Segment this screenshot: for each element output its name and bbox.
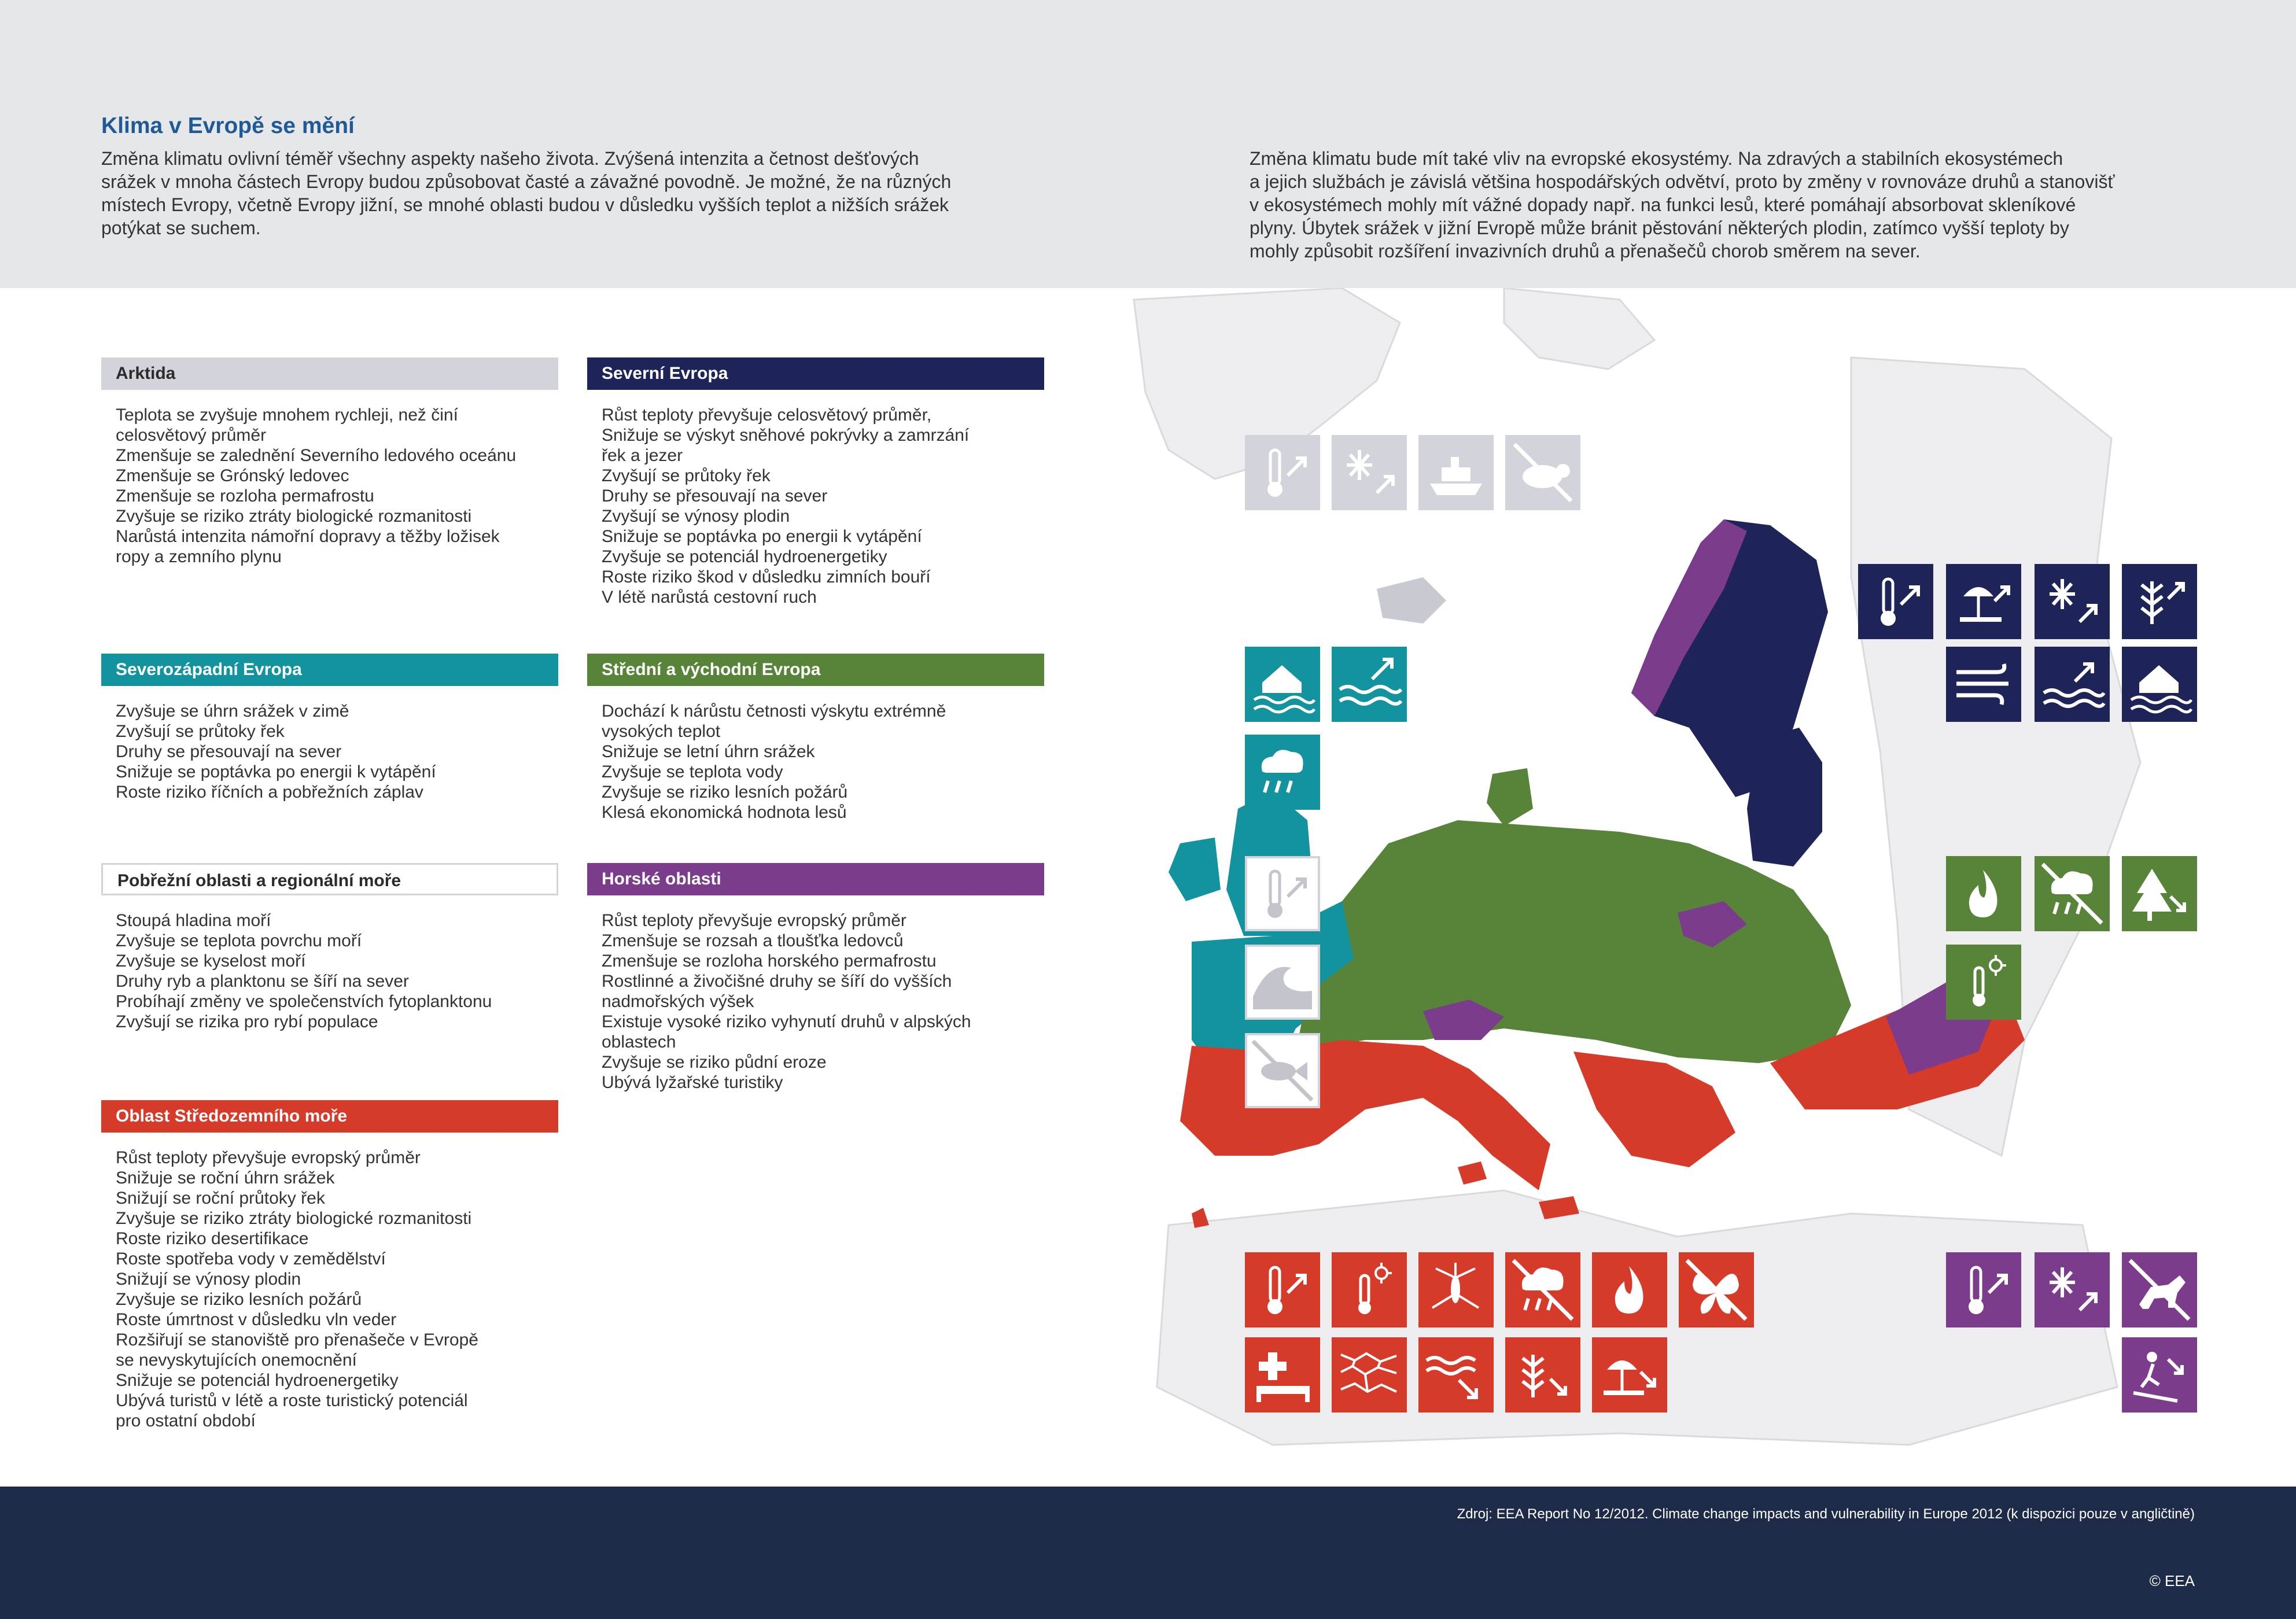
region-mediterranean-title: Oblast Středozemního moře	[101, 1100, 558, 1133]
skiing-down-icon	[2122, 1337, 2197, 1413]
list-item: Snižuje se roční úhrn srážek	[116, 1168, 335, 1187]
sea-level-up-icon	[1332, 647, 1407, 722]
region-north	[587, 357, 1044, 607]
list-item: Zmenšuje se zalednění Severního ledového oceánu	[116, 446, 517, 465]
desertification-icon	[1332, 1337, 1407, 1413]
region-coastal-list	[101, 910, 558, 1032]
health-hospital-icon	[1245, 1337, 1320, 1413]
list-item: Snižují se roční průtoky řek	[116, 1189, 325, 1208]
heat-extreme-icon	[1946, 945, 2021, 1020]
list-item: Zmenšuje se rozloha permafrostu	[116, 486, 374, 506]
snow-ice-up-icon	[1332, 435, 1407, 510]
list-item: Narůstá intenzita námořní dopravy a těžby ložisek ropy a zemního plynu	[116, 527, 500, 566]
sea-temperature-up-icon	[1245, 856, 1320, 931]
beach-tourism-down-icon	[1592, 1337, 1667, 1413]
list-item: Ubývá turistů v létě a roste turistický potenciál pro ostatní období	[116, 1391, 468, 1430]
list-item: Roste riziko desertifikace	[116, 1229, 309, 1248]
list-item: Zvyšuje se riziko ztráty biologické rozmanitosti	[116, 507, 472, 526]
river-flow-up-icon	[2035, 647, 2110, 722]
polar-bear-crossed-icon	[1505, 435, 1580, 510]
crop-yield-up-icon	[2122, 564, 2197, 639]
region-central-east-list	[587, 701, 1044, 823]
list-item: Teplota se zvyšuje mnohem rychleji, než činí celosvětový průměr	[116, 405, 458, 445]
list-item: Zvyšuje se riziko lesních požárů	[602, 783, 848, 802]
map-baltic	[1747, 728, 1822, 866]
heat-extreme-icon	[1332, 1252, 1407, 1327]
list-item: Snižuje se poptávka po energii k vytápění	[116, 762, 436, 781]
region-mediterranean-list	[101, 1148, 558, 1431]
list-item: Zvyšuje se potenciál hydroenergetiky	[602, 547, 887, 566]
region-mediterranean	[101, 1100, 558, 1431]
forest-fire-icon	[1592, 1252, 1667, 1327]
list-item: Snižují se výnosy plodin	[116, 1270, 301, 1289]
region-arctic	[101, 357, 558, 567]
region-arctic-title: Arktida	[101, 357, 558, 390]
butterfly-crossed-icon	[1679, 1252, 1754, 1327]
region-mountain-title: Horské oblasti	[587, 863, 1044, 895]
list-item: Rostlinné a živočišné druhy se šíří do vyšších nadmořských výšek	[602, 972, 952, 1011]
region-mountain-list	[587, 910, 1044, 1093]
list-item: Druhy se přesouvají na sever	[116, 742, 342, 761]
list-item: Růst teploty převyšuje celosvětový průměr,	[602, 405, 932, 425]
map-sardinia	[1458, 1161, 1487, 1185]
river-flow-down-icon	[1418, 1337, 1494, 1413]
copyright: © EEA	[2149, 1572, 2195, 1590]
list-item: Rozšiřují se stanoviště pro přenašeče v Evropě se nevyskytujících onemocnění	[116, 1330, 478, 1370]
house-flood-icon	[2122, 647, 2197, 722]
snow-ice-up-icon	[2035, 1252, 2110, 1327]
source-note: Zdroj: EEA Report No 12/2012. Climate change impacts and vulnerability in Europe 2012 (k dispozici pouze v angličtině)	[1457, 1506, 2195, 1522]
animal-crossed-icon	[2122, 1252, 2197, 1327]
list-item: Zvyšují se výnosy plodin	[602, 507, 790, 526]
list-item: Roste spotřeba vody v zemědělství	[116, 1249, 386, 1268]
list-item: Zvyšuje se riziko půdní eroze	[602, 1053, 827, 1072]
region-northwest-list	[101, 701, 558, 802]
list-item: Klesá ekonomická hodnota lesů	[602, 803, 847, 822]
list-item: Snižuje se potenciál hydroenergetiky	[116, 1371, 399, 1390]
list-item: Roste riziko říčních a pobřežních záplav	[116, 783, 423, 802]
rain-storm-icon	[1245, 735, 1320, 810]
list-item: Zvyšují se průtoky řek	[116, 722, 285, 741]
list-item: Zvyšují se průtoky řek	[602, 466, 771, 485]
list-item: Zvyšuje se riziko ztráty biologické rozmanitosti	[116, 1209, 472, 1228]
temperature-up-icon	[1858, 564, 1933, 639]
rain-crossed-icon	[2035, 856, 2110, 931]
list-item: Ubývá lyžařské turistiky	[602, 1073, 783, 1092]
region-north-title: Severní Evropa	[587, 357, 1044, 390]
region-central-east	[587, 654, 1044, 823]
wind-storm-icon	[1946, 647, 2021, 722]
map-iceland	[1377, 577, 1446, 624]
list-item: Roste úmrtnost v důsledku vln veder	[116, 1310, 397, 1329]
page-title: Klima v Evropě se mění	[101, 113, 355, 138]
list-item: Existuje vysoké riziko vyhynutí druhů v alpských oblastech	[602, 1012, 971, 1052]
list-item: Zvyšuje se teplota vody	[602, 762, 783, 781]
ship-icon	[1418, 435, 1494, 510]
list-item: Zmenšuje se rozloha horského permafrostu	[602, 952, 937, 971]
region-mountain	[587, 863, 1044, 1093]
list-item: Snižuje se poptávka po energii k vytápění	[602, 527, 922, 546]
list-item: V létě narůstá cestovní ruch	[602, 588, 817, 607]
rain-crossed-icon	[1505, 1252, 1580, 1327]
list-item: Probíhají změny ve společenstvích fytoplanktonu	[116, 992, 492, 1011]
region-northwest	[101, 654, 558, 802]
temperature-up-icon	[1245, 435, 1320, 510]
fish-crossed-icon	[1245, 1033, 1320, 1108]
list-item: Růst teploty převyšuje evropský průměr	[602, 911, 906, 930]
list-item: Stoupá hladina moří	[116, 911, 271, 930]
intro-text-left: Změna klimatu ovlivní téměř všechny aspekty našeho života. Zvýšená intenzita a četnost dešťových srážek v mnoha částech Evropy budou způsobovat časté a závažné povodně. Je možné, že na různých místech Evropy, včetně Evropy jižní, se mnohé oblasti budou v důsledku vyšších teplot a nižších srážek potýkat se suchem.	[101, 148, 952, 238]
forest-value-down-icon	[2122, 856, 2197, 931]
snow-ice-up-icon	[2035, 564, 2110, 639]
region-northwest-title: Severozápadní Evropa	[101, 654, 558, 686]
header-band	[0, 0, 2296, 288]
list-item: Růst teploty převyšuje evropský průměr	[116, 1148, 421, 1167]
map-ireland	[1169, 838, 1221, 901]
forest-fire-icon	[1946, 856, 2021, 931]
list-item: Snižuje se výskyt sněhové pokrývky a zamrzání řek a jezer	[602, 426, 970, 465]
beach-tourism-up-icon	[1946, 564, 2021, 639]
region-arctic-list	[101, 405, 558, 567]
list-item: Snižuje se letní úhrn srážek	[602, 742, 815, 761]
region-coastal	[101, 863, 558, 1032]
mosquito-icon	[1418, 1252, 1494, 1327]
region-coastal-title: Pobřežní oblasti a regionální moře	[101, 863, 558, 895]
house-flood-icon	[1245, 647, 1320, 722]
map-denmark	[1487, 768, 1533, 826]
temperature-up-icon	[1946, 1252, 2021, 1327]
region-central-east-title: Střední a východní Evropa	[587, 654, 1044, 686]
list-item: Zvyšuje se úhrn srážek v zimě	[116, 702, 349, 721]
list-item: Dochází k nárůstu četnosti výskytu extrémně vysokých teplot	[602, 702, 946, 741]
list-item: Druhy ryb a planktonu se šíří na sever	[116, 972, 409, 991]
intro-text-right: Změna klimatu bude mít také vliv na evropské ekosystémy. Na zdravých a stabilních ekosystémech a jejich službách je závislá většina hospodářských odvětví, proto by změny v rovnováze druhů a stanovišť v ekosystémech mohly mít vážné dopady např. na funkci lesů, které pomáhají absorbovat skleníkové plyny. Úbytek srážek v jižní Evropě může bránit pěstování některých plodin, zatímco vyšší teploty by mohly způsobit rozšíření invazivních druhů a přenašečů chorob směrem na sever.	[1250, 148, 2115, 261]
list-item: Zmenšuje se rozsah a tloušťka ledovců	[602, 931, 904, 950]
list-item: Zmenšuje se Grónský ledovec	[116, 466, 349, 485]
region-north-list	[587, 405, 1044, 607]
map-balkans-greece	[1573, 1052, 1735, 1167]
map-canary-islands	[1192, 1208, 1209, 1228]
map-iberia-italy	[1180, 1040, 1550, 1190]
wave-icon	[1245, 945, 1320, 1020]
list-item: Zvyšuje se riziko lesních požárů	[116, 1290, 362, 1309]
list-item: Druhy se přesouvají na sever	[602, 486, 828, 506]
list-item: Roste riziko škod v důsledku zimních bouří	[602, 567, 931, 587]
list-item: Zvyšuje se teplota povrchu moří	[116, 931, 362, 950]
crop-yield-down-icon	[1505, 1337, 1580, 1413]
list-item: Zvyšuje se kyselost moří	[116, 952, 306, 971]
temperature-up-icon	[1245, 1252, 1320, 1327]
list-item: Zvyšují se rizika pro rybí populace	[116, 1012, 378, 1031]
